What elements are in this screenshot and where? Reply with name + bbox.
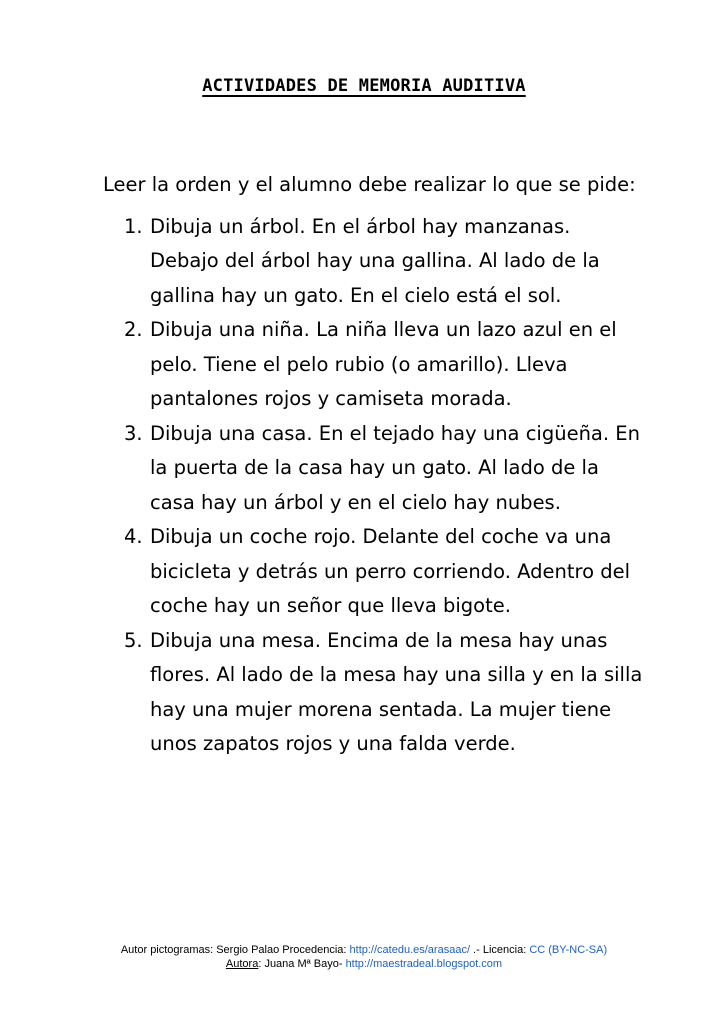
title-text: ACTIVIDADES DE MEMORIA AUDITIVA (202, 76, 526, 96)
list-item (105, 313, 643, 417)
footer-author-line (0, 957, 728, 971)
license-link[interactable]: CC (BY-NC-SA) (529, 944, 608, 956)
item-number: 1. (124, 214, 143, 238)
footer (0, 943, 728, 971)
footer-license-label: .- Licencia: (470, 944, 530, 956)
activity-list (103, 210, 643, 762)
author-label: Autora (225, 958, 259, 970)
source-link[interactable]: http://catedu.es/arasaac/ (349, 944, 470, 956)
list-item (105, 417, 643, 521)
item-text: Dibuja una niña. La niña lleva un lazo azul en el pelo. Tiene el pelo rubio (o amarillo). Lleva pantalones rojos y camiseta morada. (150, 318, 617, 410)
author-text: : Juana Mª Bayo- (258, 958, 346, 970)
list-item (105, 520, 643, 624)
list-item (105, 210, 643, 314)
item-number: 4. (124, 525, 143, 548)
document-body (103, 168, 643, 762)
item-number: 2. (124, 318, 143, 341)
item-number: 3. (124, 421, 143, 445)
item-text: Dibuja un árbol. En el árbol hay manzanas. Debajo del árbol hay una gallina. Al lado de la gallina hay un gato. En el cielo está el sol. (150, 214, 600, 307)
blog-link[interactable]: http://maestradeal.blogspot.com (345, 958, 503, 970)
item-text: Dibuja una casa. En el tejado hay una cigüeña. En la puerta de la casa hay un gato. Al lado de la casa hay un árbol y en el cielo hay nubes. (150, 421, 640, 514)
footer-credits-prefix: Autor pictogramas: Sergio Palao Procedencia: (120, 944, 350, 956)
item-text: Dibuja un coche rojo. Delante del coche va una bicicleta y detrás un perro corriendo. Adentro del coche hay un señor que lleva bigote. (150, 525, 630, 617)
page-title (0, 76, 728, 96)
item-number: 5. (124, 628, 143, 652)
intro-text: Leer la orden y el alumno debe realizar lo que se pide: (103, 173, 636, 196)
list-item (105, 624, 643, 762)
item-text: Dibuja una mesa. Encima de la mesa hay unas flores. Al lado de la mesa hay una silla y en la silla hay una mujer morena sentada. La mujer tiene unos zapatos rojos y una falda verde. (150, 628, 643, 755)
footer-credits-line (0, 943, 728, 957)
